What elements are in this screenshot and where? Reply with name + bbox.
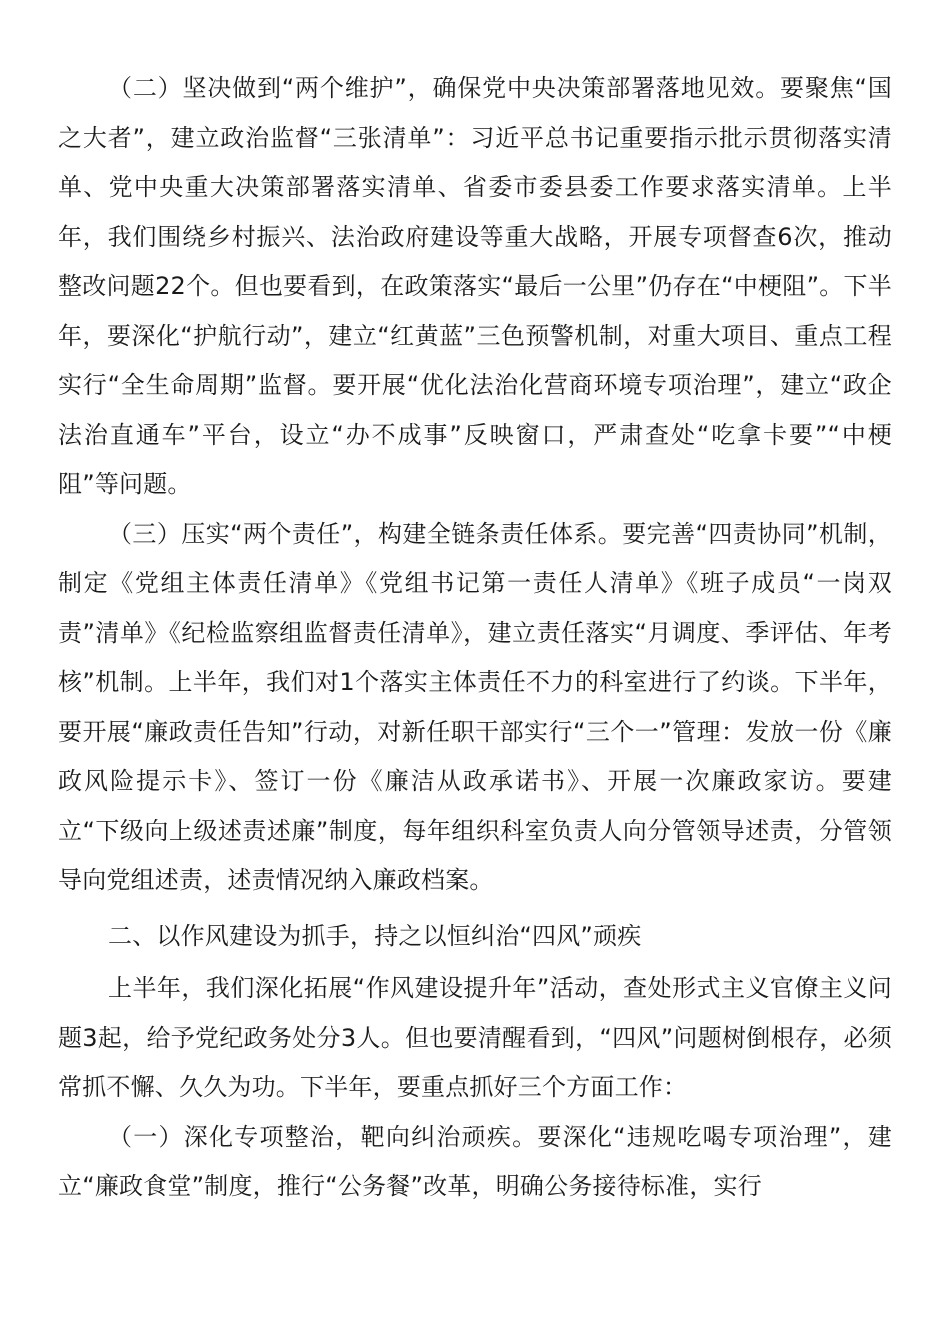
- paragraph-first-half-summary: 上半年，我们深化拓展“作风建设提升年”活动，查处形式主义官僚主义问题3起，给予党纪政务处分3人。但也要清醒看到，“四风”问题树倒根存，必须常抓不懈、久久为功。下半年，要重点抓好三个方面工作：: [58, 974, 892, 1101]
- section-heading-work-style: 二、以作风建设为抓手，持之以恒纠治“四风”顽疾: [108, 921, 642, 950]
- document-body: [58, 64, 892, 1212]
- paragraph-two-responsibilities: （三）压实“两个责任”，构建全链条责任体系。要完善“四责协同”机制，制定《党组主体责任清单》《党组书记第一责任人清单》《班子成员“一岗双责”清单》《纪检监察组监督责任清单》，建立责任落实“月调度、季评估、年考核”机制。上半年，我们对1个落实主体责任不力的科室进行了约谈。下半年，要开展“廉政责任告知”行动，对新任职干部实行“三个一”管理：发放一份《廉政风险提示卡》、签订一份《廉洁从政承诺书》、开展一次廉政家访。要建立“下级向上级述责述廉”制度，每年组织科室负责人向分管领导述责，分管领导向党组述责，述责情况纳入廉政档案。: [58, 519, 892, 894]
- paragraph-two-safeguards: （二）坚决做到“两个维护”，确保党中央决策部署落地见效。要聚焦“国之大者”，建立政治监督“三张清单”：习近平总书记重要指示批示贯彻落实清单、党中央重大决策部署落实清单、省委市委县委工作要求落实清单。上半年，我们围绕乡村振兴、法治政府建设等重大战略，开展专项督查6次，推动整改问题22个。但也要看到，在政策落实“最后一公里”仍存在“中梗阻”。下半年，要深化“护航行动”，建立“红黄蓝”三色预警机制，对重大项目、重点工程实行“全生命周期”监督。要开展“优化法治化营商环境专项治理”，建立“政企法治直通车”平台，设立“办不成事”反映窗口，严肃查处“吃拿卡要”“中梗阻”等问题。: [58, 74, 892, 498]
- paragraph-special-rectification: （一）深化专项整治，靶向纠治顽疾。要深化“违规吃喝专项治理”，建立“廉政食堂”制度，推行“公务餐”改革，明确公务接待标准，实行: [58, 1122, 892, 1200]
